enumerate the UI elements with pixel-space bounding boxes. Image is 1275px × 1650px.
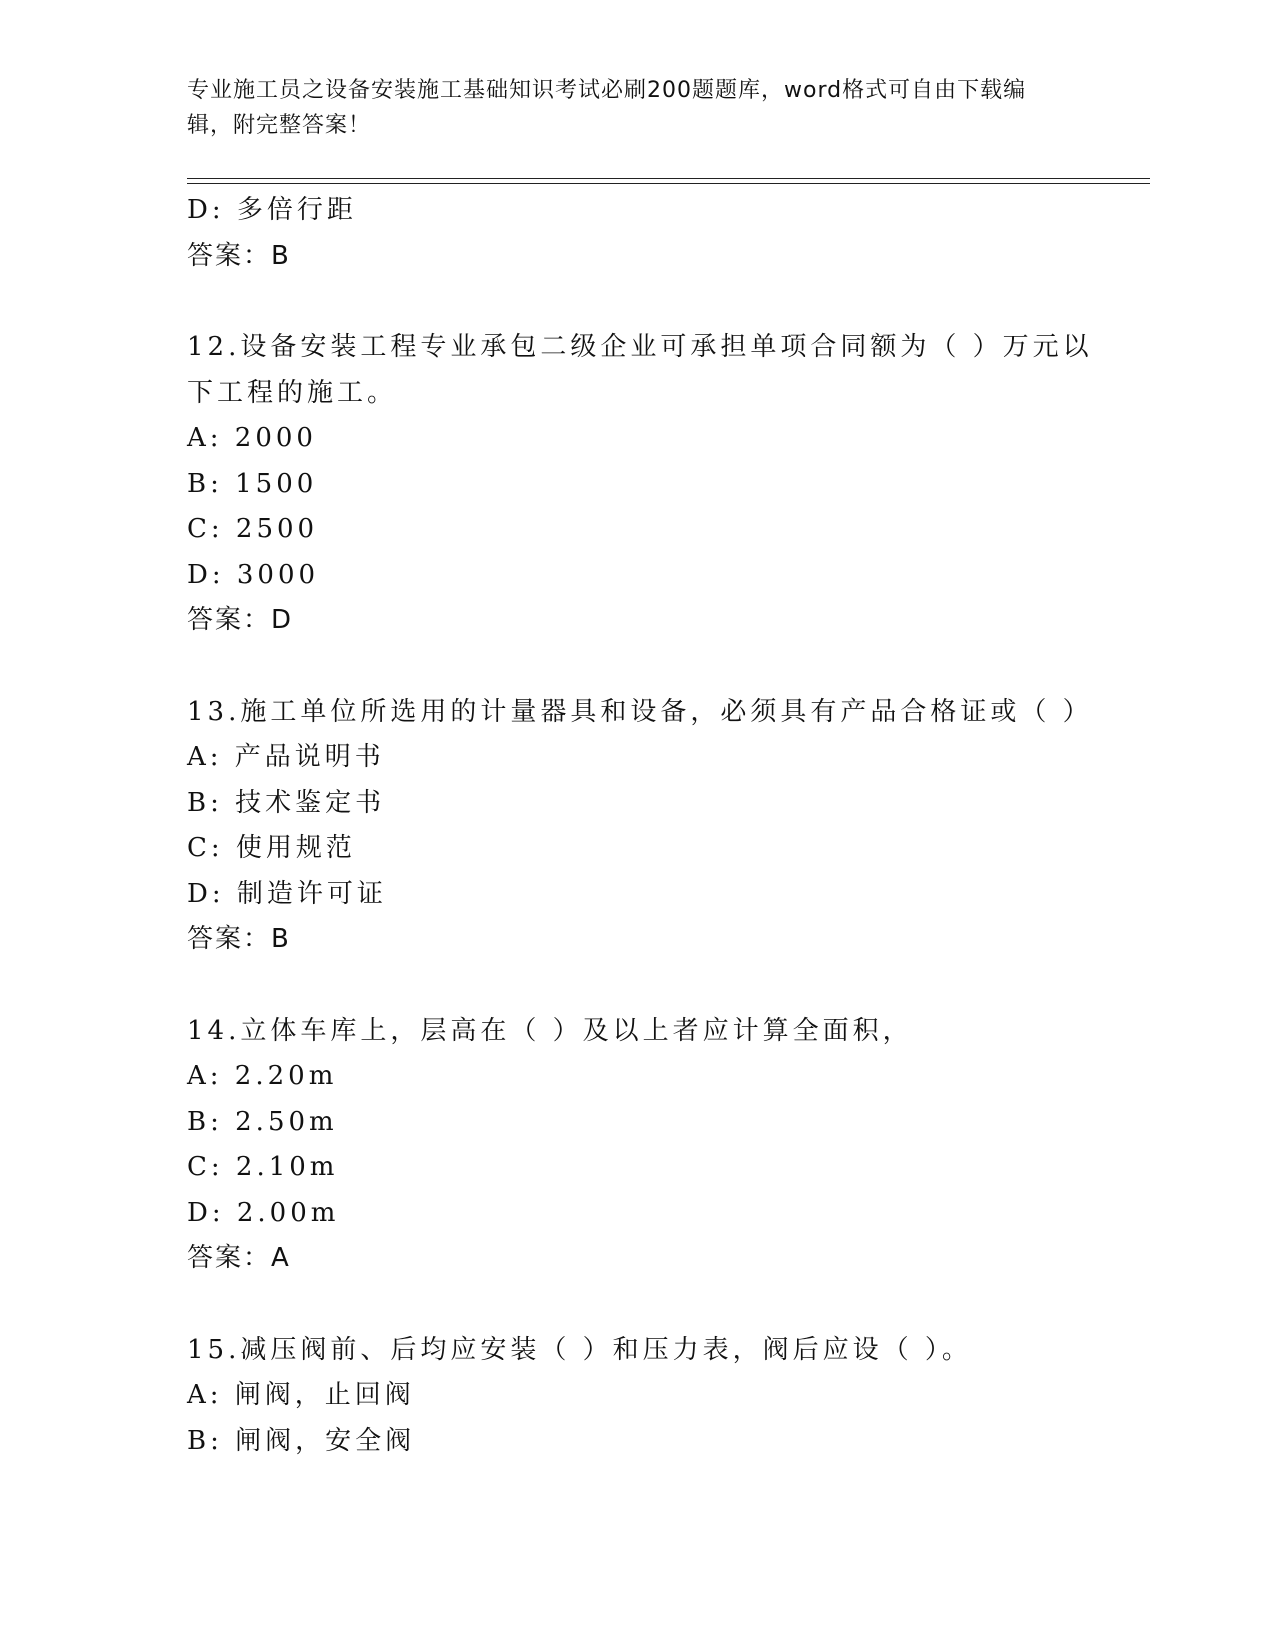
answer: 答案：D xyxy=(187,605,294,635)
option-b: B: 闸阀，安全阀 xyxy=(187,1425,416,1456)
spacer xyxy=(187,279,1087,325)
question-stem: 14.立体车库上，层高在（ ）及以上者应计算全面积， xyxy=(187,1015,913,1046)
spacer xyxy=(187,963,1087,1009)
question-stem: 12.设备安装工程专业承包二级企业可承担单项合同额为（ ）万元以 xyxy=(187,332,1093,362)
spacer xyxy=(187,1282,1087,1328)
option-d: D: 2.00m xyxy=(187,1197,340,1228)
question-15 xyxy=(187,1328,1087,1465)
option-a: A: 2.20m xyxy=(187,1061,338,1091)
answer: 答案：B xyxy=(187,924,291,954)
option-b: B: 技术鉴定书 xyxy=(187,787,386,818)
header-divider-bottom xyxy=(187,183,1150,184)
header-divider-top xyxy=(187,178,1150,179)
option-b: B: 1500 xyxy=(187,468,318,499)
answer: 答案：B xyxy=(187,240,291,271)
option-d: D: 3000 xyxy=(187,559,320,590)
question-13 xyxy=(187,690,1093,963)
spacer xyxy=(187,644,1087,690)
option-c: C: 2.10m xyxy=(187,1152,339,1182)
question-12 xyxy=(187,325,1093,644)
question-stem: 下工程的施工。 xyxy=(187,377,398,408)
option-a: A: 闸阀，止回阀 xyxy=(187,1380,415,1410)
option-d: D: 多倍行距 xyxy=(187,195,357,225)
question-14 xyxy=(187,1009,1087,1282)
answer: 答案：A xyxy=(187,1243,291,1273)
question-list xyxy=(187,188,1093,1464)
document-header: 专业施工员之设备安装施工基础知识考试必刷200题题库，word格式可自由下载编辑，附完整答案！ xyxy=(187,78,1027,138)
option-d: D: 制造许可证 xyxy=(187,878,387,909)
option-c: C: 使用规范 xyxy=(187,833,356,863)
option-c: C: 2500 xyxy=(187,514,319,544)
option-a: A: 2000 xyxy=(187,423,317,453)
option-b: B: 2.50m xyxy=(187,1106,338,1137)
question-stem: 15.减压阀前、后均应安装（ ）和压力表，阀后应设（ ）。 xyxy=(187,1334,972,1365)
question-stem: 13.施工单位所选用的计量器具和设备，必须具有产品合格证或（ ） xyxy=(187,696,1093,727)
option-a: A: 产品说明书 xyxy=(187,742,385,772)
